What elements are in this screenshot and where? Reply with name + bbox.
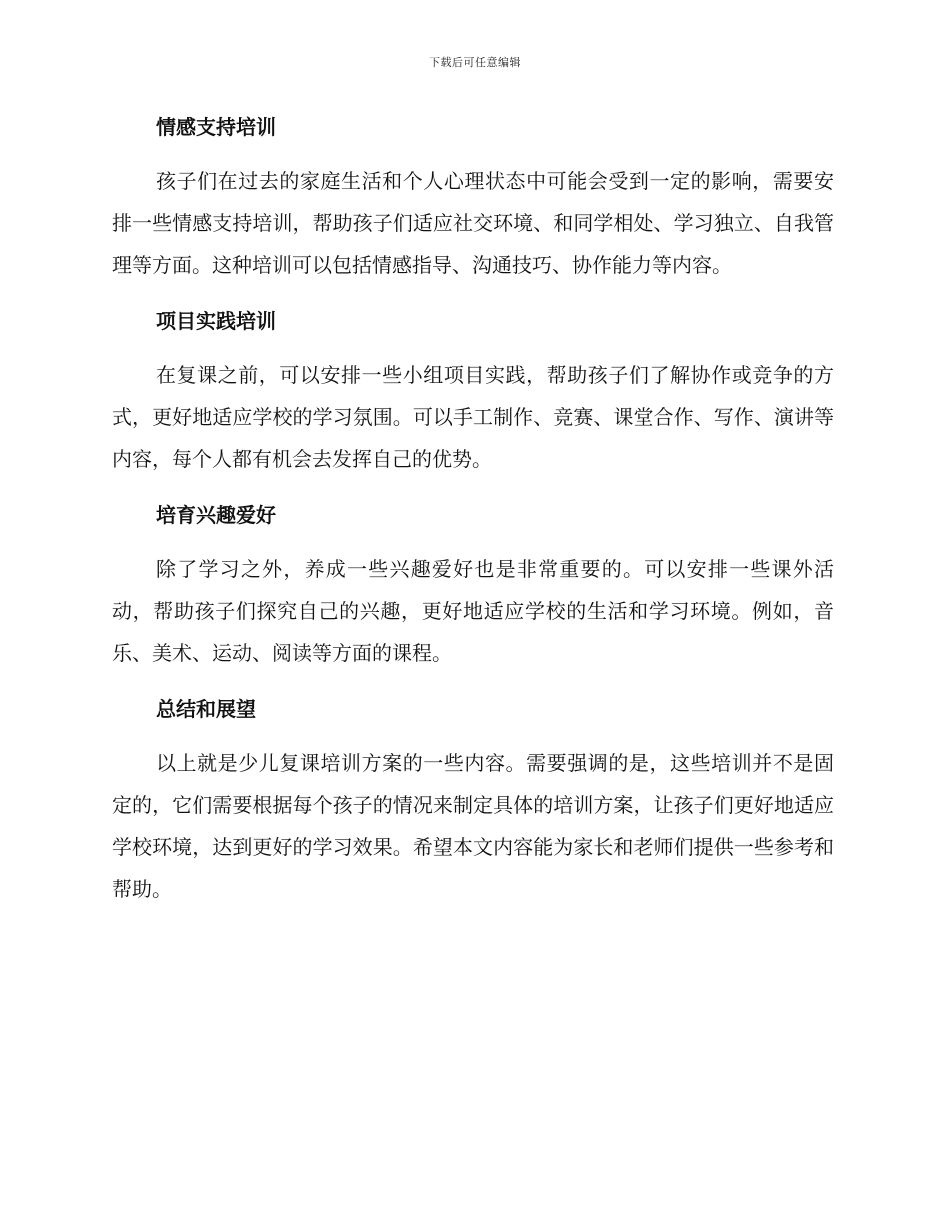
section-heading: 培育兴趣爱好: [156, 503, 276, 527]
section-summary: [112, 688, 834, 910]
document-content: [112, 106, 834, 924]
section-hobbies: [112, 494, 834, 674]
section-heading: 情感支持培训: [156, 115, 276, 139]
section-heading: 项目实践培训: [156, 309, 276, 333]
section-paragraph: 以上就是少儿复课培训方案的一些内容。需要强调的是，这些培训并不是固定的，它们需要根据每个孩子的情况来制定具体的培训方案，让孩子们更好地适应学校环境，达到更好的学习效果。希望本文内容能为家长和老师们提供一些参考和帮助。: [112, 751, 834, 901]
section-paragraph: 在复课之前，可以安排一些小组项目实践，帮助孩子们了解协作或竞争的方式，更好地适应学校的学习氛围。可以手工制作、竞赛、课堂合作、写作、演讲等内容，每个人都有机会去发挥自己的优势。: [112, 363, 834, 471]
section-paragraph: 除了学习之外，养成一些兴趣爱好也是非常重要的。可以安排一些课外活动，帮助孩子们探究自己的兴趣，更好地适应学校的生活和学习环境。例如，音乐、美术、运动、阅读等方面的课程。: [112, 557, 834, 665]
section-project-practice: [112, 300, 834, 480]
page-header: 下载后可任意编辑: [429, 56, 521, 69]
section-emotional-support: [112, 106, 834, 286]
section-heading: 总结和展望: [156, 697, 256, 721]
section-paragraph: 孩子们在过去的家庭生活和个人心理状态中可能会受到一定的影响，需要安排一些情感支持培训，帮助孩子们适应社交环境、和同学相处、学习独立、自我管理等方面。这种培训可以包括情感指导、沟通技巧、协作能力等内容。: [112, 169, 834, 277]
